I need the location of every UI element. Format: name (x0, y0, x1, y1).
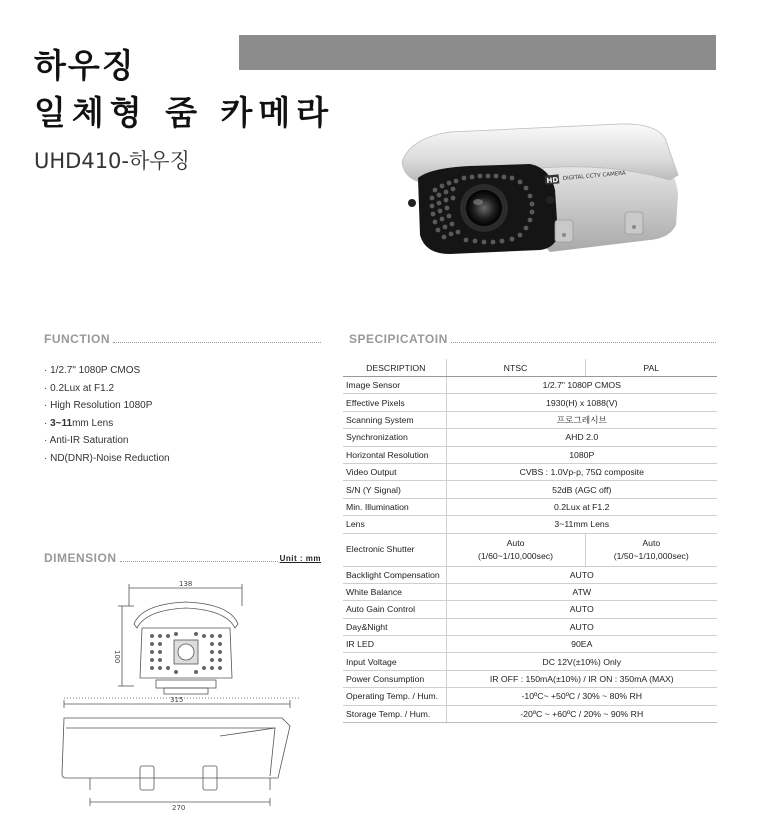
table-row: Image Sensor 1/2.7" 1080P CMOS (343, 377, 717, 394)
table-row: IR LED 90EA (343, 636, 717, 653)
column-header: PAL (585, 359, 717, 377)
bottom-length-label: 270 (172, 804, 186, 810)
function-list (44, 362, 170, 467)
dimension-drawing (60, 578, 320, 810)
model-name: UHD410-하우징 (34, 149, 190, 173)
function-heading: FUNCTION (44, 332, 321, 346)
table-row: Input Voltage DC 12V(±10%) Only (343, 653, 717, 670)
table-row: Day&Night AUTO (343, 618, 717, 635)
table-row: Lens 3~11mm Lens (343, 516, 717, 533)
specification-table (343, 359, 717, 723)
table-row: Storage Temp. / Hum. -20ºC ~ +60ºC / 20% ~ 90% RH (343, 705, 717, 722)
table-row: S/N (Y Signal) 52dB (AGC off) (343, 481, 717, 498)
table-header-row (343, 359, 717, 377)
product-type-title: 일체형 줌 카메라 (34, 93, 335, 132)
list-item: · ND(DNR)-Noise Reduction (44, 452, 170, 464)
table-row: Synchronization AHD 2.0 (343, 429, 717, 446)
brand-title: 하우징 (34, 46, 136, 85)
dimension-heading: DIMENSION Unit : mm (44, 551, 321, 565)
table-row: Video Output CVBS : 1.0Vp-p, 75Ω composite (343, 463, 717, 480)
list-item: · 0.2Lux at F1.2 (44, 382, 115, 394)
header-gray-bar (239, 35, 716, 70)
front-width-label: 138 (179, 580, 193, 588)
unit-label: Unit : mm (279, 554, 321, 563)
table-row: White Balance ATW (343, 583, 717, 600)
front-height-label: 100 (113, 650, 121, 664)
column-header: NTSC (446, 359, 585, 377)
list-item: · 3~11mm Lens (44, 417, 114, 429)
table-row: Min. Illumination 0.2Lux at F1.2 (343, 498, 717, 515)
table-row: Auto Gain Control AUTO (343, 601, 717, 618)
specification-heading: SPECIPICATOIN (349, 332, 716, 346)
camera-product-image (380, 120, 685, 270)
hd-badge: HD (546, 175, 559, 185)
table-row: Power Consumption IR OFF : 150mA(±10%) / IR ON : 350mA (MAX) (343, 670, 717, 687)
table-row: Backlight Compensation AUTO (343, 566, 717, 583)
side-length-label: 315 (170, 696, 184, 704)
list-item: · 1/2.7" 1080P CMOS (44, 365, 141, 376)
table-row: Horizontal Resolution 1080P (343, 446, 717, 463)
table-row: Electronic Shutter Auto (1/60~1/10,000sec) Auto (1/50~1/10,000sec) (343, 533, 717, 566)
table-row: Scanning System 프로그레시브 (343, 411, 717, 428)
list-item: · High Resolution 1080P (44, 400, 153, 411)
list-item: · Anti-IR Saturation (44, 435, 129, 446)
table-row: Effective Pixels 1930(H) x 1088(V) (343, 394, 717, 411)
camera-body-text: DIGITAL CCTV CAMERA (562, 170, 626, 182)
column-header: DESCRIPTION (343, 359, 446, 377)
table-row: Operating Temp. / Hum. -10ºC~ +50ºC / 30% ~ 80% RH (343, 688, 717, 705)
